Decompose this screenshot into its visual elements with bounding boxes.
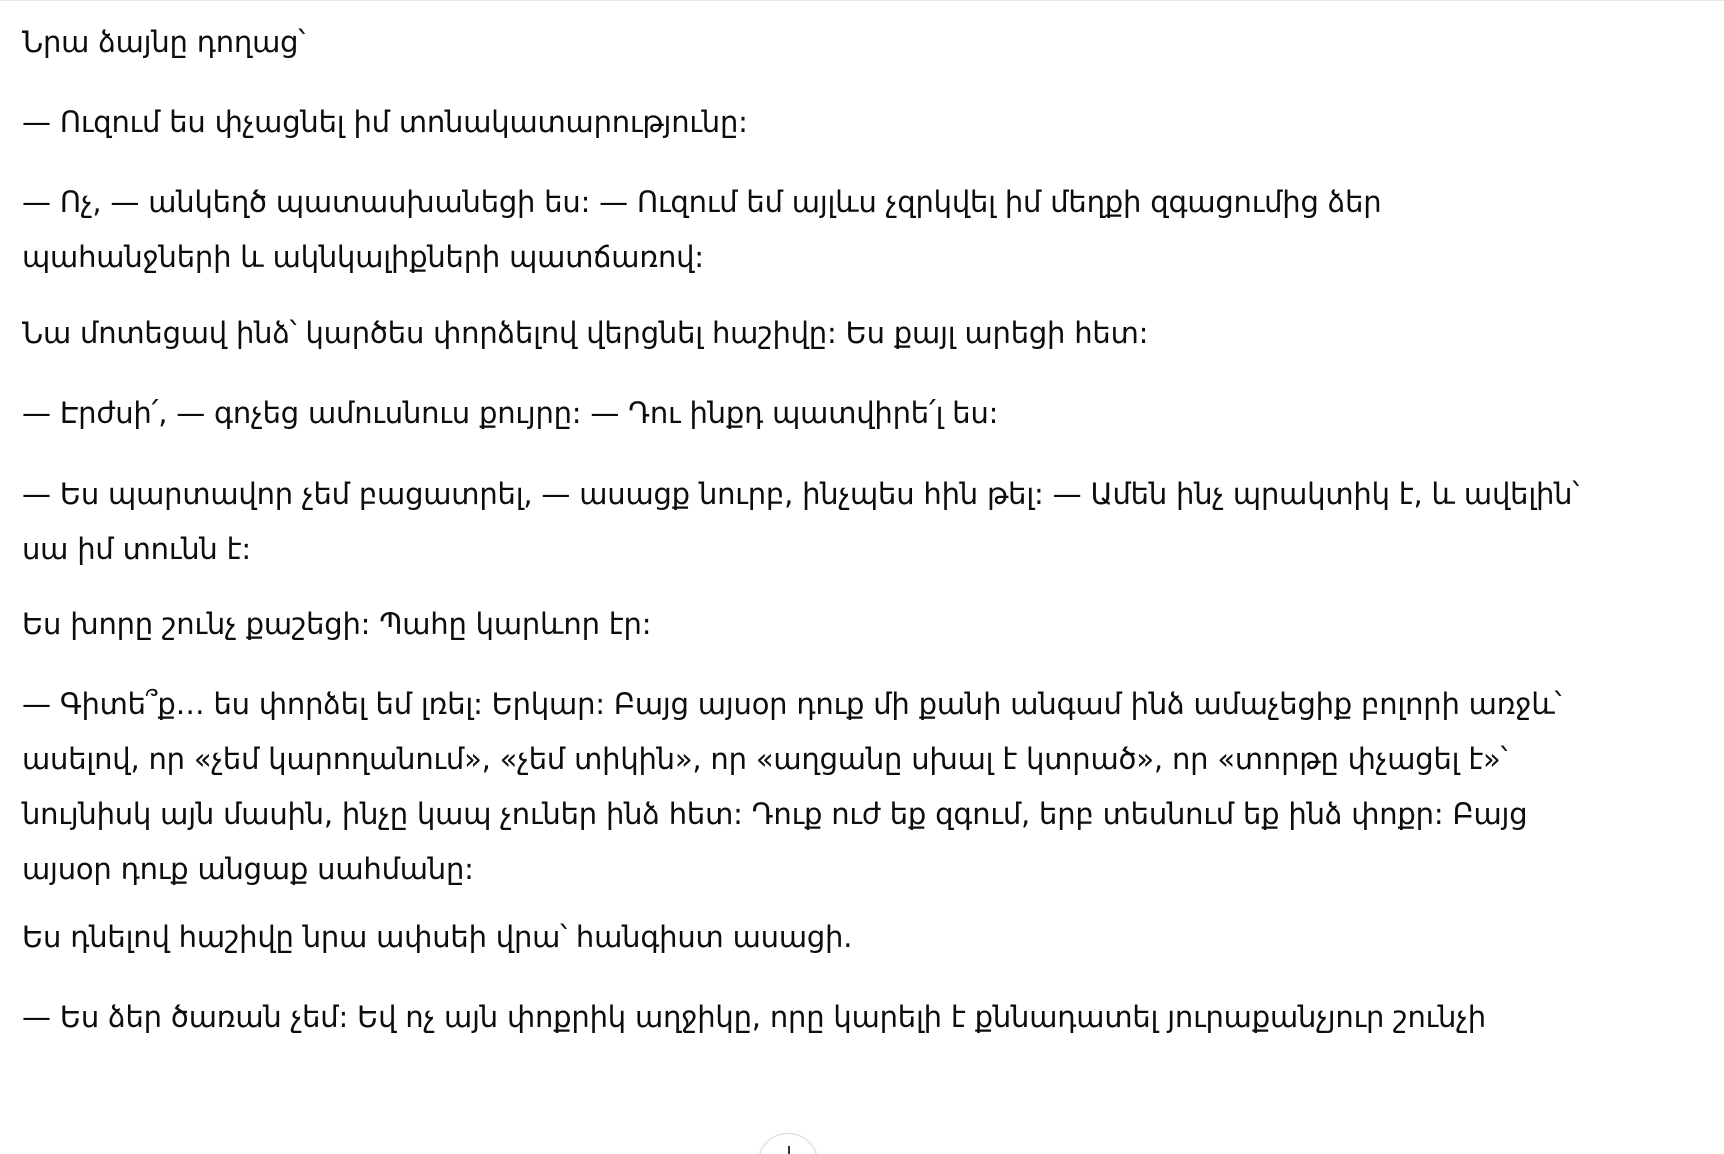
text-line: Նրա ձայնը դողաց՝ <box>22 25 306 59</box>
text-line: այսօր դուք անցաք սահմանը: <box>22 852 474 886</box>
paragraph <box>22 467 1702 577</box>
text-line: — Ես ձեր ծառան չեմ: Եվ ոչ այն փոքրիկ աղջիկը, որը կարելի է քննադատել յուրաքանչյուր շունչի <box>22 1000 1486 1034</box>
paragraph <box>22 677 1702 897</box>
text-line: — Ոչ, — անկեղծ պատասխանեցի ես: — Ուզում եմ այլևս չզրկվել իմ մեղքի զգացումից ձեր <box>22 185 1382 219</box>
text-line: — Էրժսի՛, — գոչեց ամուսնուս քույրը: — Դու ինքդ պատվիրե՛լ ես: <box>22 396 999 430</box>
paragraph <box>22 306 1702 361</box>
paragraph <box>22 175 1702 285</box>
text-line: Ես խորը շունչ քաշեցի: Պահը կարևոր էր: <box>22 607 652 641</box>
paragraph <box>22 95 1702 150</box>
text-line: պահանջների և ակնկալիքների պատճառով: <box>22 240 704 274</box>
paragraph <box>22 15 1702 70</box>
paragraph <box>22 910 1702 965</box>
text-line: — Ես պարտավոր չեմ բացատրել, — ասացք նուրբ, ինչպես հին թել: — Ամեն ինչ պրակտիկ է, և ավելին՝ <box>22 477 1580 511</box>
paragraph <box>22 990 1702 1045</box>
arrow-down-icon <box>788 1146 790 1154</box>
text-line: — Գիտե՞ք… ես փորձել եմ լռել: Երկար: Բայց այսօր դուք մի քանի անգամ ինձ ամաչեցիք բոլորի առջև՝ <box>22 687 1562 721</box>
paragraph <box>22 386 1702 441</box>
text-line: նույնիսկ այն մասին, ինչը կապ չուներ ինձ հետ: Դուք ուժ եք զգում, երբ տեսնում եք ինձ փոքր: Բայց <box>22 797 1528 831</box>
paragraph <box>22 597 1702 652</box>
text-line: — Ուզում ես փչացնել իմ տոնակատարությունը: <box>22 105 748 139</box>
text-line: Ես դնելով հաշիվը նրա ափսեի վրա՝ հանգիստ ասացի. <box>22 920 853 954</box>
text-line: ասելով, որ «չեմ կարողանում», «չեմ տիկին», որ «աղցանը սխալ է կտրած», որ «տորթը փչացել է»՝ <box>22 742 1508 776</box>
text-line: Նա մոտեցավ ինձ՝ կարծես փորձելով վերցնել հաշիվը: Ես քայլ արեցի հետ: <box>22 316 1149 350</box>
text-line: սա իմ տունն է: <box>22 532 251 566</box>
